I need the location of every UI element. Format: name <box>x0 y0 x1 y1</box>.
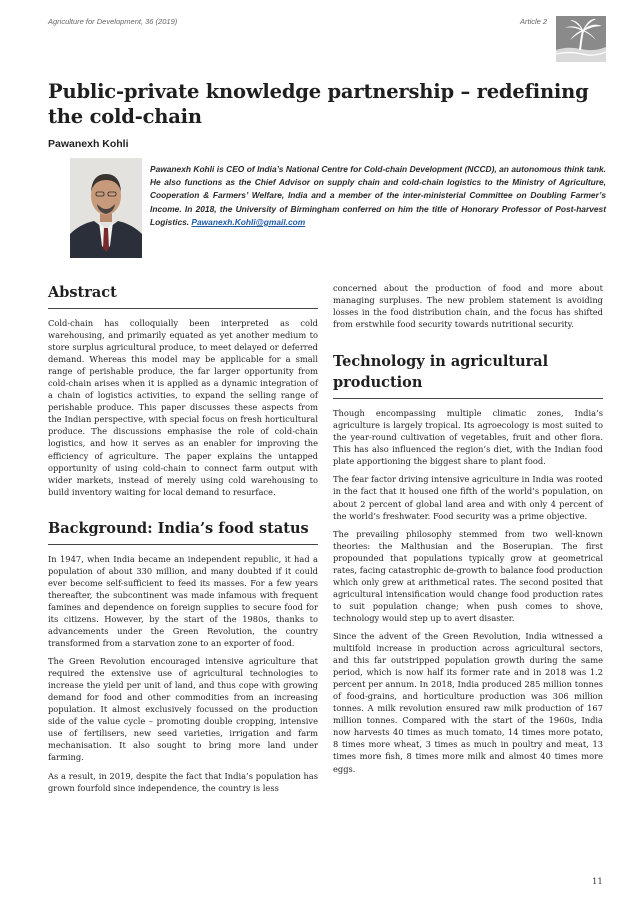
background-paragraph-continued: concerned about the production of food and more about managing surpluses. The new problem statement is avoiding losses in the food distribution chain, and the focus has shifted from erstwhile food security towards nutritional security. <box>333 283 603 330</box>
journal-citation: Agriculture for Development, 36 (2019) <box>48 17 178 26</box>
technology-heading: Technology in agricultural production <box>333 351 603 399</box>
technology-paragraph: Since the advent of the Green Revolution, India witnessed a multifold increase in production across agricultural sectors, and this far outstripped population growth during the same period, which is now half its former rate and in 2018 was 1.2 percent per annum. In 2018, India produced 285 million tonnes of food-grains, and horticulture production was 306 million tonnes. A milk revolution ensured raw milk production of 167 million tonnes. Compared with the start of the 1960s, India now harvests 40 times as much tomato, 14 times more potato, 8 times more wheat, 3 times as much in poultry and meat, 13 times more fish, 8 times more milk and almost 40 times more eggs. <box>333 630 603 774</box>
left-column <box>48 282 318 794</box>
technology-paragraph: The prevailing philosophy stemmed from two well-known theories: the Malthusian and the Boserupian. The first propounded that populations typically grow at geometrical rates, facing catastrophic de-growth to balance food production which only grew at arithmetical rates. The second posited that agricultural intensification would change food production rates to suit population change; when push comes to shove, technology would step up to avert disaster. <box>333 528 603 623</box>
background-paragraph-split: As a result, in 2019, despite the fact that India’s population has grown fourfold since independence, the country is less <box>48 770 318 793</box>
article-title: Public-private knowledge partnership – redefining the cold-chain <box>48 80 589 128</box>
background-paragraph: In 1947, when India became an independent republic, it had a population of about 330 million, and many doubted if it could ever become self-sufficient to feed its masses. For a few years thereafter, the subcontinent was made infamous with frequent famines and dependence on foreign supplies to secure food for its citizens. However, by the start of the 1980s, thanks to advancements under the Green Revolution, the country transformed from a starvation zone to an exporter of food. <box>48 553 318 649</box>
background-heading: Background: India’s food status <box>48 518 318 545</box>
author-bio <box>150 163 606 229</box>
technology-paragraph: Though encompassing multiple climatic zones, India’s agriculture is largely tropical. Its agroecology is most suited to the year-round cultivation of vegetables, fruit and other flora. This has also influenced the region’s diet, with the Indian food plate apportioning the biggest share to plant food. <box>333 408 603 467</box>
author-photo <box>70 158 142 258</box>
right-column <box>333 282 603 781</box>
author-email-link[interactable]: Pawanexh.Kohli@gmail.com <box>191 216 306 227</box>
page-number: 11 <box>592 877 603 887</box>
article-label: Article 2 <box>520 17 548 26</box>
technology-paragraph: The fear factor driving intensive agriculture in India was rooted in the fact that it housed one fifth of the world’s population, on about 2 percent of global land area and with only 4 percent of the world’s freshwater. Food security was a prime objective. <box>333 474 603 521</box>
background-paragraph: The Green Revolution encouraged intensive agriculture that required the extensive use of agricultural technologies to increase the yield per unit of land, and thus cope with growing demand for food and other commodities from an increasing population. It almost exclusively focussed on the production side of the value cycle – promoting double cropping, intensive use of fertilisers, new seed varieties, irrigation and farm mechanisation. It also sought to bring more land under farming. <box>48 656 318 763</box>
author-bio-text: Pawanexh Kohli is CEO of India’s National Centre for Cold-chain Development (NCCD), an autonomous think tank. He also functions as the Chief Advisor on supply chain and cold-chain logistics to the Ministry of Agriculture, Cooperation & Farmers’ Welfare, India and a member of the inter-ministerial Committee on Doubling Farmer’s Income. In 2018, the University of Birmingham conferred on him the title of Honorary Professor of Post-harvest Logistics. <box>150 164 606 227</box>
author-name: Pawanexh Kohli <box>48 138 129 150</box>
palm-tree-logo-icon <box>556 16 606 62</box>
abstract-heading: Abstract <box>48 282 318 309</box>
abstract-paragraph: Cold-chain has colloquially been interpreted as cold warehousing, and primarily equated as yet another medium to store surplus agricultural produce, to meet delayed or deferred demand. Whereas this model may be applicable for a small range of perishable produce, the far larger opportunity from cold-chain arises when it is applied as a dynamic integration of a chain of logistics activities, to expand the selling range of perishable produce. This paper discusses these aspects from the Indian perspective, with special focus on fresh horticultural produce. The discussions emphasise the role of cold-chain logistics, and how it serves as an enabler for improving the efficiency of agriculture. The paper explains the untapped opportunity of using cold-chain to connect farm output with wider markets, instead of merely using cold warehousing to build inventory waiting for local demand to resurface. <box>48 318 318 497</box>
